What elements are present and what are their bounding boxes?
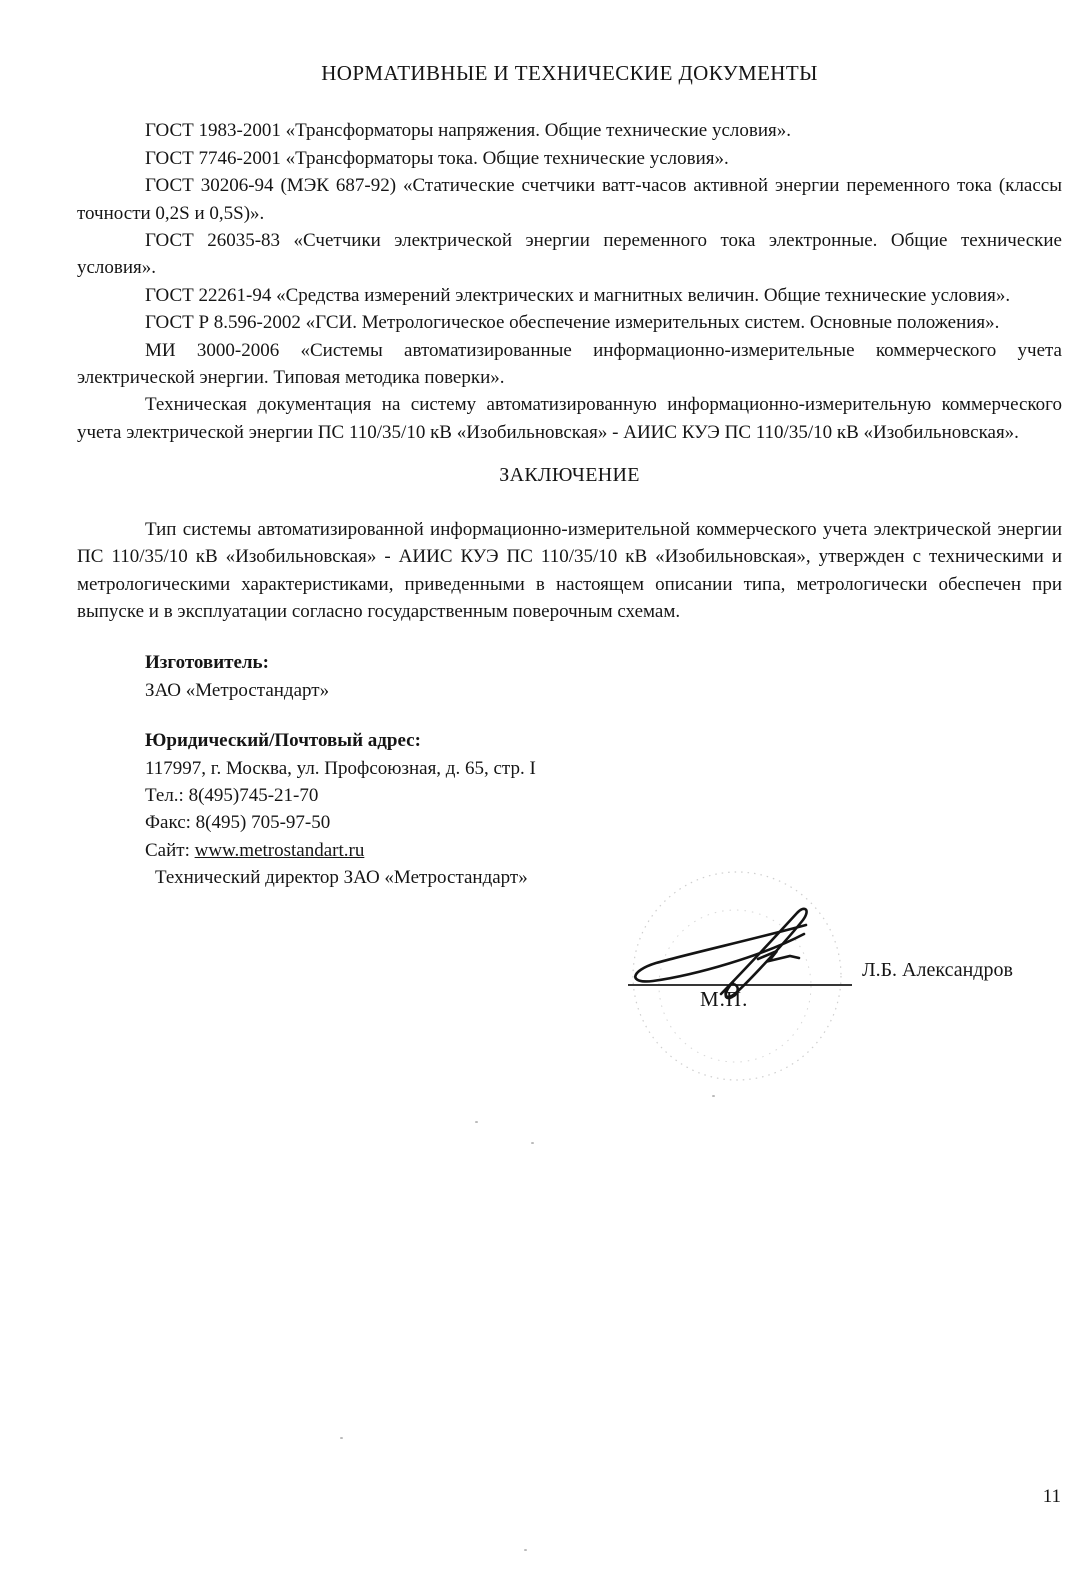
scan-speck bbox=[712, 1095, 715, 1097]
manufacturer-block bbox=[145, 649, 1062, 704]
standard-item: ГОСТ 1983-2001 «Трансформаторы напряжения. Общие технические условия». bbox=[145, 120, 791, 142]
site-line bbox=[145, 837, 1062, 864]
fax-line: Факс: 8(495) 705-97-50 bbox=[145, 812, 331, 834]
site-url-link[interactable]: www.metrostandart.ru bbox=[194, 839, 365, 861]
scan-speck bbox=[524, 1549, 527, 1551]
signature-and-stamp bbox=[600, 868, 900, 1083]
scan-speck bbox=[531, 1142, 534, 1144]
manufacturer-label: Изготовитель: bbox=[145, 652, 269, 674]
standard-item: ГОСТ 22261-94 «Средства измерений электрических и магнитных величин. Общие технические условия». bbox=[145, 284, 1011, 306]
standard-item: ГОСТ 7746-2001 «Трансформаторы тока. Общие технические условия». bbox=[145, 147, 729, 169]
contacts-block bbox=[145, 727, 1062, 891]
conclusion-paragraph: Тип системы автоматизированной информационно-измерительной коммерческого учета электрической энергии ПС 110/35/10 кВ «Изобильновская» - АИИС КУЭ ПС 110/35/10 кВ «Изобильновская», утвержден с техническими и метрологическими характеристиками, приведенными в настоящем описании типа, метрологически обеспечен при выпуске и в эксплуатации согласно государственным поверочным схемам. bbox=[77, 518, 1062, 622]
document-content bbox=[77, 0, 1062, 892]
standard-item: МИ 3000-2006 «Системы автоматизированные информационно-измерительные коммерческого учета электрической энергии. Типовая методика поверки». bbox=[77, 339, 1062, 389]
scan-speck bbox=[475, 1121, 478, 1123]
signatory-title: Технический директор ЗАО «Метростандарт» bbox=[155, 867, 528, 889]
standard-item: ГОСТ 30206-94 (МЭК 687-92) «Статические счетчики ватт-часов активной энергии переменного тока (классы точности 0,2S и 0,5S)». bbox=[77, 175, 1062, 224]
document-title: НОРМАТИВНЫЕ И ТЕХНИЧЕСКИЕ ДОКУМЕНТЫ bbox=[321, 61, 818, 85]
address-label: Юридический/Почтовый адрес: bbox=[145, 730, 421, 752]
signatory-name: Л.Б. Александров bbox=[862, 959, 1013, 981]
scan-speck bbox=[340, 1437, 343, 1439]
page-number: 11 bbox=[1042, 1486, 1061, 1507]
manufacturer-name: ЗАО «Метростандарт» bbox=[145, 679, 330, 701]
address-line: 117997, г. Москва, ул. Профсоюзная, д. 65, стр. I bbox=[145, 757, 536, 779]
standard-item: Техническая документация на систему автоматизированную информационно-измерительную коммерческого учета электрической энергии ПС 110/35/10 кВ «Изобильновская» - АИИС КУЭ ПС 110/35/10 кВ «Изобильновская». bbox=[77, 394, 1062, 443]
standard-item: ГОСТ Р 8.596-2002 «ГСИ. Метрологическое обеспечение измерительных систем. Основные положения». bbox=[145, 312, 1000, 334]
phone-line: Тел.: 8(495)745-21-70 bbox=[145, 784, 319, 806]
site-label: Сайт: bbox=[145, 839, 195, 861]
conclusion-heading: ЗАКЛЮЧЕНИЕ bbox=[499, 464, 640, 487]
stamp-place-abbr: М.П. bbox=[700, 987, 749, 1011]
standard-item: ГОСТ 26035-83 «Счетчики электрической энергии переменного тока электронные. Общие технические условия». bbox=[77, 230, 1062, 279]
